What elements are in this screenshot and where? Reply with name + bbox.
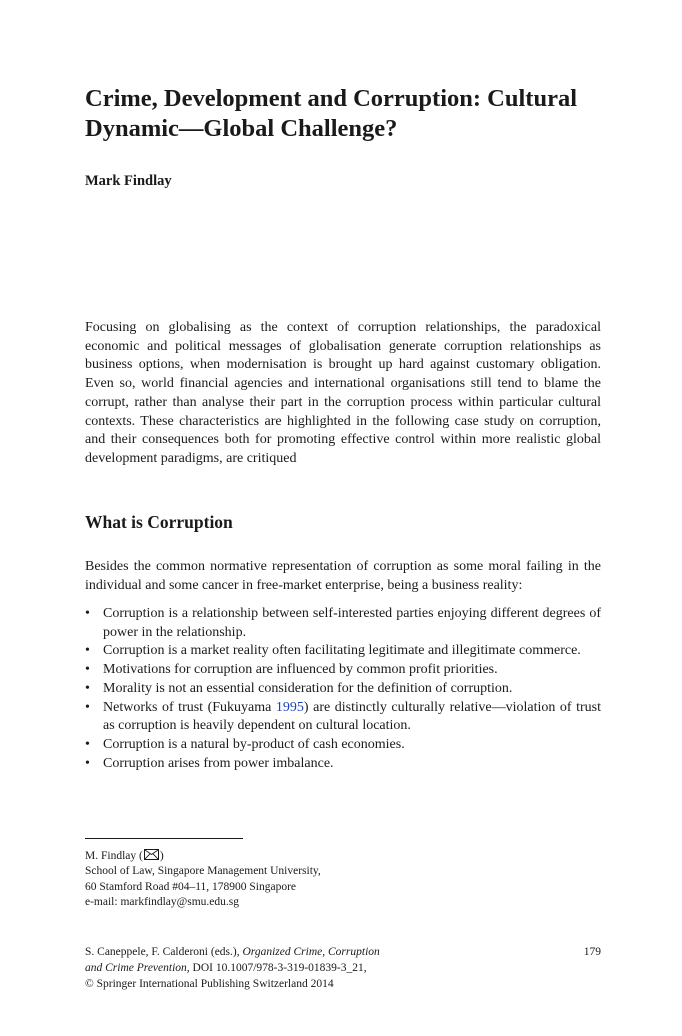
abstract: Focusing on globalising as the context of corruption relationships, the paradoxical economic and political messages of globalisation generate corruption relationships as business options, when modernisation is brought up hard against customary obligation. Even so, world financial agencies and international organisations still tend to blame the corrupt, rather than analyse their part in the corruption process within particular cultural contexts. These characteristics are highlighted in the following case study on corruption, and their consequences both for promoting effective control within more realistic global development paradigms, are critiqued: [85, 320, 601, 466]
bullet-icon: •: [85, 643, 90, 659]
affiliation-name-close: ): [159, 850, 164, 862]
list-item: [85, 605, 601, 642]
footer-editors: S. Caneppele, F. Calderoni (eds.),: [85, 946, 243, 958]
section-intro: Besides the common normative representation of corruption as some moral failing in the individual and some cancer in free-market enterprise, being a business reality:: [85, 559, 601, 593]
bullet-icon: •: [85, 662, 90, 678]
affiliation-school: School of Law, Singapore Management University,: [85, 865, 321, 878]
footer-doi: DOI 10.1007/978-3-319-01839-3_21,: [189, 962, 367, 974]
list-item: [85, 680, 601, 699]
page-footer: [85, 944, 601, 992]
affiliation-address: 60 Stamford Road #04–11, 178900 Singapore: [85, 880, 297, 893]
footer-book-title: Organized Crime, Corruption: [242, 946, 380, 958]
citation-link[interactable]: 1995: [275, 699, 304, 715]
list-item-text: [103, 700, 601, 734]
bullet-list: [85, 605, 601, 773]
affiliation-email[interactable]: e-mail: markfindlay@smu.edu.sg: [85, 896, 239, 909]
bullet-icon: •: [85, 680, 90, 696]
trust-text-before: Networks of trust (Fukuyama: [103, 699, 276, 715]
list-item: [85, 642, 601, 661]
list-item: [85, 661, 601, 680]
footer-line-2: [85, 960, 601, 976]
footer-copyright: © Springer International Publishing Switzerland 2014: [85, 978, 334, 990]
list-item-text: Corruption is a natural by-product of cash economies.: [103, 736, 405, 752]
author-affiliation: [85, 849, 601, 911]
envelope-icon[interactable]: [144, 849, 159, 860]
bullet-icon: •: [85, 736, 90, 752]
footer-line-1: [85, 944, 601, 960]
author-name: Mark Findlay: [85, 173, 172, 189]
bullet-icon: •: [85, 606, 90, 621]
list-item-text: Motivations for corruption are influenced by common profit priorities.: [103, 662, 498, 678]
bullet-icon: •: [85, 699, 90, 715]
footer-book-title-cont: and Crime Prevention,: [85, 962, 190, 974]
bullet-icon: •: [85, 755, 90, 771]
page-number: 179: [583, 946, 601, 958]
footnote-divider: [85, 838, 243, 839]
chapter-title: Crime, Development and Corruption: Cultural Dynamic—Global Challenge?: [85, 85, 578, 142]
list-item: [85, 755, 601, 774]
trust-text-after: ) are distinctly culturally relative—violation of trust as corruption is heavily dependent on cultural location.: [103, 699, 601, 734]
list-item-text: Corruption arises from power imbalance.: [103, 755, 334, 771]
list-item: [85, 699, 601, 736]
list-item-text: Corruption is a relationship between self-interested parties enjoying different degrees of power in the relationship.: [103, 606, 601, 640]
section-heading: What is Corruption: [85, 512, 233, 532]
list-item: [85, 736, 601, 755]
affiliation-name-line: [85, 849, 601, 864]
affiliation-name: M. Findlay (: [85, 850, 143, 862]
list-item-text: Corruption is a market reality often facilitating legitimate and illegitimate commerce.: [103, 643, 581, 659]
list-item-text: Morality is not an essential consideration for the definition of corruption.: [103, 680, 513, 696]
